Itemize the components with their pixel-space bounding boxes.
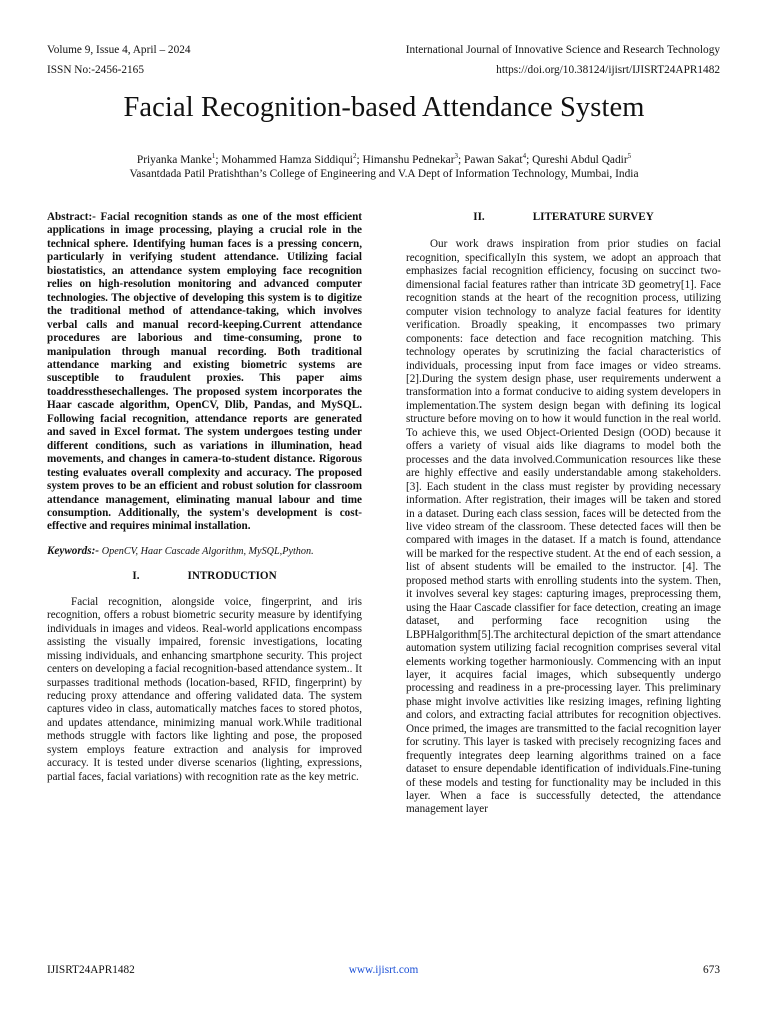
section-heading-introduction <box>47 570 362 583</box>
section-title: INTRODUCTION <box>187 570 277 583</box>
author-1: Priyanka Manke$^1$; <box>136 152 222 166</box>
header-row-2 <box>47 64 720 76</box>
keywords-label: Keywords:- <box>47 544 99 557</box>
section-heading-literature-survey <box>406 211 721 224</box>
author-3: Himanshu Pednekar$^3$; <box>362 152 465 166</box>
right-column <box>406 211 721 817</box>
journal-name: International Journal of Innovative Science and Research Technology <box>405 44 720 56</box>
doi-link[interactable]: https://doi.org/10.38124/ijisrt/IJISRT24APR1482 <box>496 64 720 76</box>
author-list <box>0 152 768 166</box>
author-5: Qureshi Abdul Qadir$^5$ <box>532 152 632 166</box>
literature-survey-text: Our work draws inspiration from prior studies on facial recognition, specificallyIn this system, we adopt an approach that emphasizes facial recognition efficiency, focusing on succinct two-dimensional facial features rather than intricate 3D geometry[1]. Face recognition stands at the heart of the recognition process, utilizing computer vision technology to analyze facial features for identity verification. Broadly speaking, it encompasses two primary components: face detection and face recognition matching. This technology operates by scrutinizing the facial characteristics of individuals, processing input from face images or video streams. [2].During the system design phase, user requirements underwent a transformation into a format conducive to aiding system developers in implementation.The system design began with defining its logical structure before moving on to how it would function in the real world. To achieve this, we used Object-Oriented Design (OOD) because it offers a variety of visual aids like diagrams to model both the processes and the data involved.Communication resources like these are highly effective and easily understandable among stakeholders. [3]. Each student in the class must register by providing necessary information. After registration, their images will be taken and stored in a dataset. During each class session, faces will be detected from the live video stream of the classroom. These detected faces will then be compared with images in the dataset. If a match is found, attendance will be marked for the respective student. At the end of each session, a list of absent students will be emailed to the instructor. [4]. The proposed method starts with enrolling students into the system. Then, it involves several key stages: capturing images, preprocessing them, using the Haar Cascade classifier for face detection, creating an image dataset, and performing face recognition using the LBPHalgorithm[5].The architectural depiction of the smart attendance automation system utilizing facial recognition comprises several vital elements working together harmoniously. Commencing with an input layer, it acquires facial images, which subsequently undergo processing and readiness in a pre-processing layer. This preliminary phase might involve activities like resizing images, refining lighting and colors, and extracting facial attributes for recognition objectives. Once primed, the images are transmitted to the facial recognition layer for scrutiny. This layer is tasked with precisely recognizing faces and frequently integrates deep learning algorithms trained on a face dataset to ensure dependable identification of individuals.Fine-tuning of these models and testing for functionality may be included in this layer. When a face is successfully detected, the attendance management layer <box>406 238 721 816</box>
author-2: Mohammed Hamza Siddiqui$^2$; <box>221 152 363 166</box>
author-4: Pawan Sakat$^4$; <box>464 152 533 166</box>
keywords-text: OpenCV, Haar Cascade Algorithm, MySQL,Python. <box>101 545 314 557</box>
left-column <box>47 211 362 784</box>
introduction-text: Facial recognition, alongside voice, fingerprint, and iris recognition, offers a robust biometric security measure by identifying individuals in images and videos. Real-world applications encompass assisting the visually impaired, forensic investigations, locating missing individuals, and enhancing smartphone security. This project centers on developing a facial recognition-based attendance system.. It surpasses traditional methods (location-based, RFID, fingerprint) by reducing proxy attendance and offering validated data. The system captures video in class, automatically matches faces to stored photos, and updates attendance, minimizing manual work.While traditional methods struggle with factors like lighting and pose, the proposed system employs feature extraction and analysis for improved accuracy. It is tested under diverse scenarios (lighting, expressions, partial faces, facial variations) with recognition rate as the key metric. <box>47 595 362 783</box>
volume-info: Volume 9, Issue 4, April – 2024 <box>47 44 191 56</box>
section-number: II. <box>473 211 485 223</box>
section-title: LITERATURE SURVEY <box>532 211 654 223</box>
issn: ISSN No:-2456-2165 <box>47 64 144 76</box>
page-number: 673 <box>703 964 720 976</box>
abstract <box>47 211 362 534</box>
paper-title: Facial Recognition-based Attendance System <box>123 92 645 123</box>
abstract-label: Abstract:- <box>47 211 96 223</box>
journal-website-link[interactable]: www.ijisrt.com <box>348 964 419 976</box>
section-number: I. <box>132 570 140 583</box>
header-row-1 <box>47 44 720 56</box>
keywords <box>47 545 362 558</box>
affiliation: Vasantdada Patil Pratishthan’s College of Engineering and V.A Dept of Information Technology, Mumbai, India <box>129 168 639 180</box>
abstract-text: Facial recognition stands as one of the most efficient applications in image processing, playing a crucial role in the technical sphere. Identifying human faces is a pressing concern, particularly in verifying student attendance. Utilizing facial biostatistics, an attendance system employing face recognition relies on high-resolution monitoring and advanced computer technologies. The objective of developing this system is to digitize the traditional method of attendance-taking, which involves verbal calls and manual record-keeping.Current attendance procedures are laborious and time-consuming, prone to manipulation through manual recording. Both traditional attendance marking and existing biometric systems are susceptible to fraudulent proxies. This paper aims toaddressthesechallenges. The proposed system incorporates the Haar cascade algorithm, OpenCV, Dlib, Pandas, and MySQL. Following facial recognition, attendance reports are generated and saved in Excel format. The system undergoes testing under different conditions, such as variations in illumination, head movements, and changes in camera-to-student distance. Rigorous testing evaluates overall complexity and accuracy. The proposed system proves to be an efficient and robust solution for classroom attendance management, eliminating manual labour and time consumption. Additionally, the system's development is cost-effective and requires minimal installation. <box>47 211 362 533</box>
paper-id: IJISRT24APR1482 <box>47 964 135 976</box>
